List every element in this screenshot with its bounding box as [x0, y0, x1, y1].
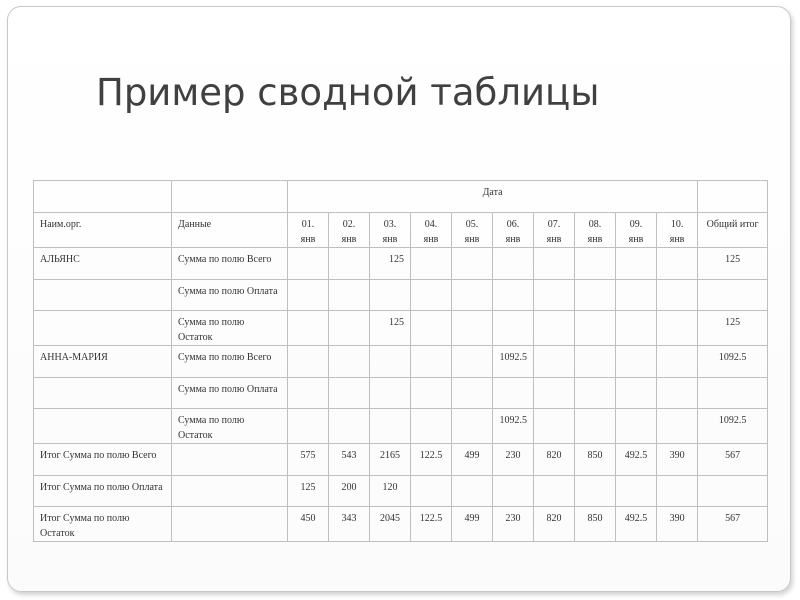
- header-date: 09. янв: [616, 213, 657, 248]
- value-cell: [411, 476, 452, 507]
- value-cell: 2165: [370, 444, 411, 476]
- value-cell: [575, 476, 616, 507]
- header-date: 10. янв: [657, 213, 698, 248]
- header-empty-org: [34, 181, 172, 213]
- value-cell: [534, 280, 575, 311]
- value-cell: [575, 280, 616, 311]
- total-row: [34, 476, 768, 507]
- total-cell: [698, 280, 768, 311]
- value-cell: [657, 311, 698, 346]
- value-cell: [329, 378, 370, 409]
- value-cell: [616, 311, 657, 346]
- table-row: [34, 378, 768, 409]
- value-cell: [411, 409, 452, 444]
- header-date: 02. янв: [329, 213, 370, 248]
- value-cell: [452, 280, 493, 311]
- value-cell: 2045: [370, 507, 411, 542]
- header-row-columns: [34, 213, 768, 248]
- value-cell: [288, 248, 329, 280]
- value-cell: 499: [452, 444, 493, 476]
- value-cell: [534, 378, 575, 409]
- value-cell: [370, 409, 411, 444]
- value-cell: [411, 378, 452, 409]
- value-cell: [657, 476, 698, 507]
- table-row: [34, 311, 768, 346]
- total-cell: 125: [698, 248, 768, 280]
- data-cell: [172, 476, 288, 507]
- value-cell: 122.5: [411, 444, 452, 476]
- value-cell: 820: [534, 507, 575, 542]
- value-cell: [657, 280, 698, 311]
- total-cell: 1092.5: [698, 346, 768, 378]
- value-cell: [534, 311, 575, 346]
- value-cell: [288, 378, 329, 409]
- value-cell: [493, 248, 534, 280]
- header-date: 03. янв: [370, 213, 411, 248]
- total-cell: 125: [698, 311, 768, 346]
- value-cell: 575: [288, 444, 329, 476]
- org-cell: Итог Сумма по полю Оплата: [34, 476, 172, 507]
- value-cell: [616, 476, 657, 507]
- total-cell: 567: [698, 444, 768, 476]
- value-cell: 125: [288, 476, 329, 507]
- value-cell: 1092.5: [493, 346, 534, 378]
- header-date: 08. янв: [575, 213, 616, 248]
- value-cell: [370, 378, 411, 409]
- value-cell: [370, 280, 411, 311]
- data-cell: Сумма по полю Остаток: [172, 409, 288, 444]
- value-cell: 120: [370, 476, 411, 507]
- value-cell: [575, 346, 616, 378]
- header-empty-data: [172, 181, 288, 213]
- value-cell: [411, 280, 452, 311]
- value-cell: [575, 378, 616, 409]
- value-cell: [534, 346, 575, 378]
- table-row: [34, 346, 768, 378]
- total-row: [34, 444, 768, 476]
- header-date: 05. янв: [452, 213, 493, 248]
- value-cell: [288, 409, 329, 444]
- total-cell: [698, 476, 768, 507]
- data-cell: Сумма по полю Всего: [172, 346, 288, 378]
- data-cell: Сумма по полю Всего: [172, 248, 288, 280]
- data-cell: [172, 507, 288, 542]
- value-cell: [534, 476, 575, 507]
- header-org: Наим.орг.: [34, 213, 172, 248]
- value-cell: 125: [370, 311, 411, 346]
- value-cell: [329, 248, 370, 280]
- org-cell: Итог Сумма по полю Остаток: [34, 507, 172, 542]
- org-cell: [34, 311, 172, 346]
- value-cell: [534, 409, 575, 444]
- table-row: [34, 248, 768, 280]
- value-cell: [329, 311, 370, 346]
- table-row: [34, 280, 768, 311]
- data-cell: Сумма по полю Оплата: [172, 280, 288, 311]
- value-cell: 450: [288, 507, 329, 542]
- value-cell: 200: [329, 476, 370, 507]
- value-cell: 543: [329, 444, 370, 476]
- header-row-group: [34, 181, 768, 213]
- value-cell: [452, 311, 493, 346]
- total-row: [34, 507, 768, 542]
- value-cell: [288, 280, 329, 311]
- total-cell: 1092.5: [698, 409, 768, 444]
- header-empty-total: [698, 181, 768, 213]
- value-cell: [370, 346, 411, 378]
- value-cell: 122.5: [411, 507, 452, 542]
- value-cell: [329, 280, 370, 311]
- org-cell: АННА-МАРИЯ: [34, 346, 172, 378]
- value-cell: 820: [534, 444, 575, 476]
- header-date: 07. янв: [534, 213, 575, 248]
- value-cell: [329, 346, 370, 378]
- value-cell: [616, 248, 657, 280]
- table-row: [34, 409, 768, 444]
- header-date: 04. янв: [411, 213, 452, 248]
- value-cell: 390: [657, 444, 698, 476]
- header-date: 01. янв: [288, 213, 329, 248]
- org-cell: Итог Сумма по полю Всего: [34, 444, 172, 476]
- total-cell: 567: [698, 507, 768, 542]
- value-cell: [411, 248, 452, 280]
- value-cell: [657, 248, 698, 280]
- value-cell: 230: [493, 444, 534, 476]
- value-cell: [575, 311, 616, 346]
- data-cell: [172, 444, 288, 476]
- value-cell: [452, 409, 493, 444]
- value-cell: [288, 311, 329, 346]
- value-cell: [452, 378, 493, 409]
- value-cell: [575, 248, 616, 280]
- value-cell: 390: [657, 507, 698, 542]
- slide-title: Пример сводной таблицы: [96, 71, 600, 114]
- org-cell: АЛЬЯНС: [34, 248, 172, 280]
- header-date: 06. янв: [493, 213, 534, 248]
- value-cell: [616, 280, 657, 311]
- value-cell: [493, 280, 534, 311]
- org-cell: [34, 378, 172, 409]
- value-cell: [452, 476, 493, 507]
- value-cell: [616, 378, 657, 409]
- pivot-table: [33, 180, 768, 542]
- total-cell: [698, 378, 768, 409]
- value-cell: [657, 346, 698, 378]
- value-cell: [493, 311, 534, 346]
- value-cell: [493, 378, 534, 409]
- org-cell: [34, 280, 172, 311]
- header-date-group: Дата: [288, 181, 698, 213]
- value-cell: 499: [452, 507, 493, 542]
- value-cell: [575, 409, 616, 444]
- value-cell: 125: [370, 248, 411, 280]
- value-cell: 850: [575, 444, 616, 476]
- value-cell: [657, 378, 698, 409]
- value-cell: [616, 409, 657, 444]
- value-cell: 492.5: [616, 507, 657, 542]
- data-cell: Сумма по полю Остаток: [172, 311, 288, 346]
- value-cell: [493, 476, 534, 507]
- data-cell: Сумма по полю Оплата: [172, 378, 288, 409]
- value-cell: [452, 346, 493, 378]
- value-cell: 1092.5: [493, 409, 534, 444]
- value-cell: 492.5: [616, 444, 657, 476]
- value-cell: [329, 409, 370, 444]
- header-total: Общий итог: [698, 213, 768, 248]
- value-cell: [452, 248, 493, 280]
- value-cell: 850: [575, 507, 616, 542]
- value-cell: [411, 311, 452, 346]
- value-cell: [288, 346, 329, 378]
- org-cell: [34, 409, 172, 444]
- value-cell: [657, 409, 698, 444]
- header-data: Данные: [172, 213, 288, 248]
- value-cell: [534, 248, 575, 280]
- value-cell: [616, 346, 657, 378]
- value-cell: 343: [329, 507, 370, 542]
- value-cell: [411, 346, 452, 378]
- value-cell: 230: [493, 507, 534, 542]
